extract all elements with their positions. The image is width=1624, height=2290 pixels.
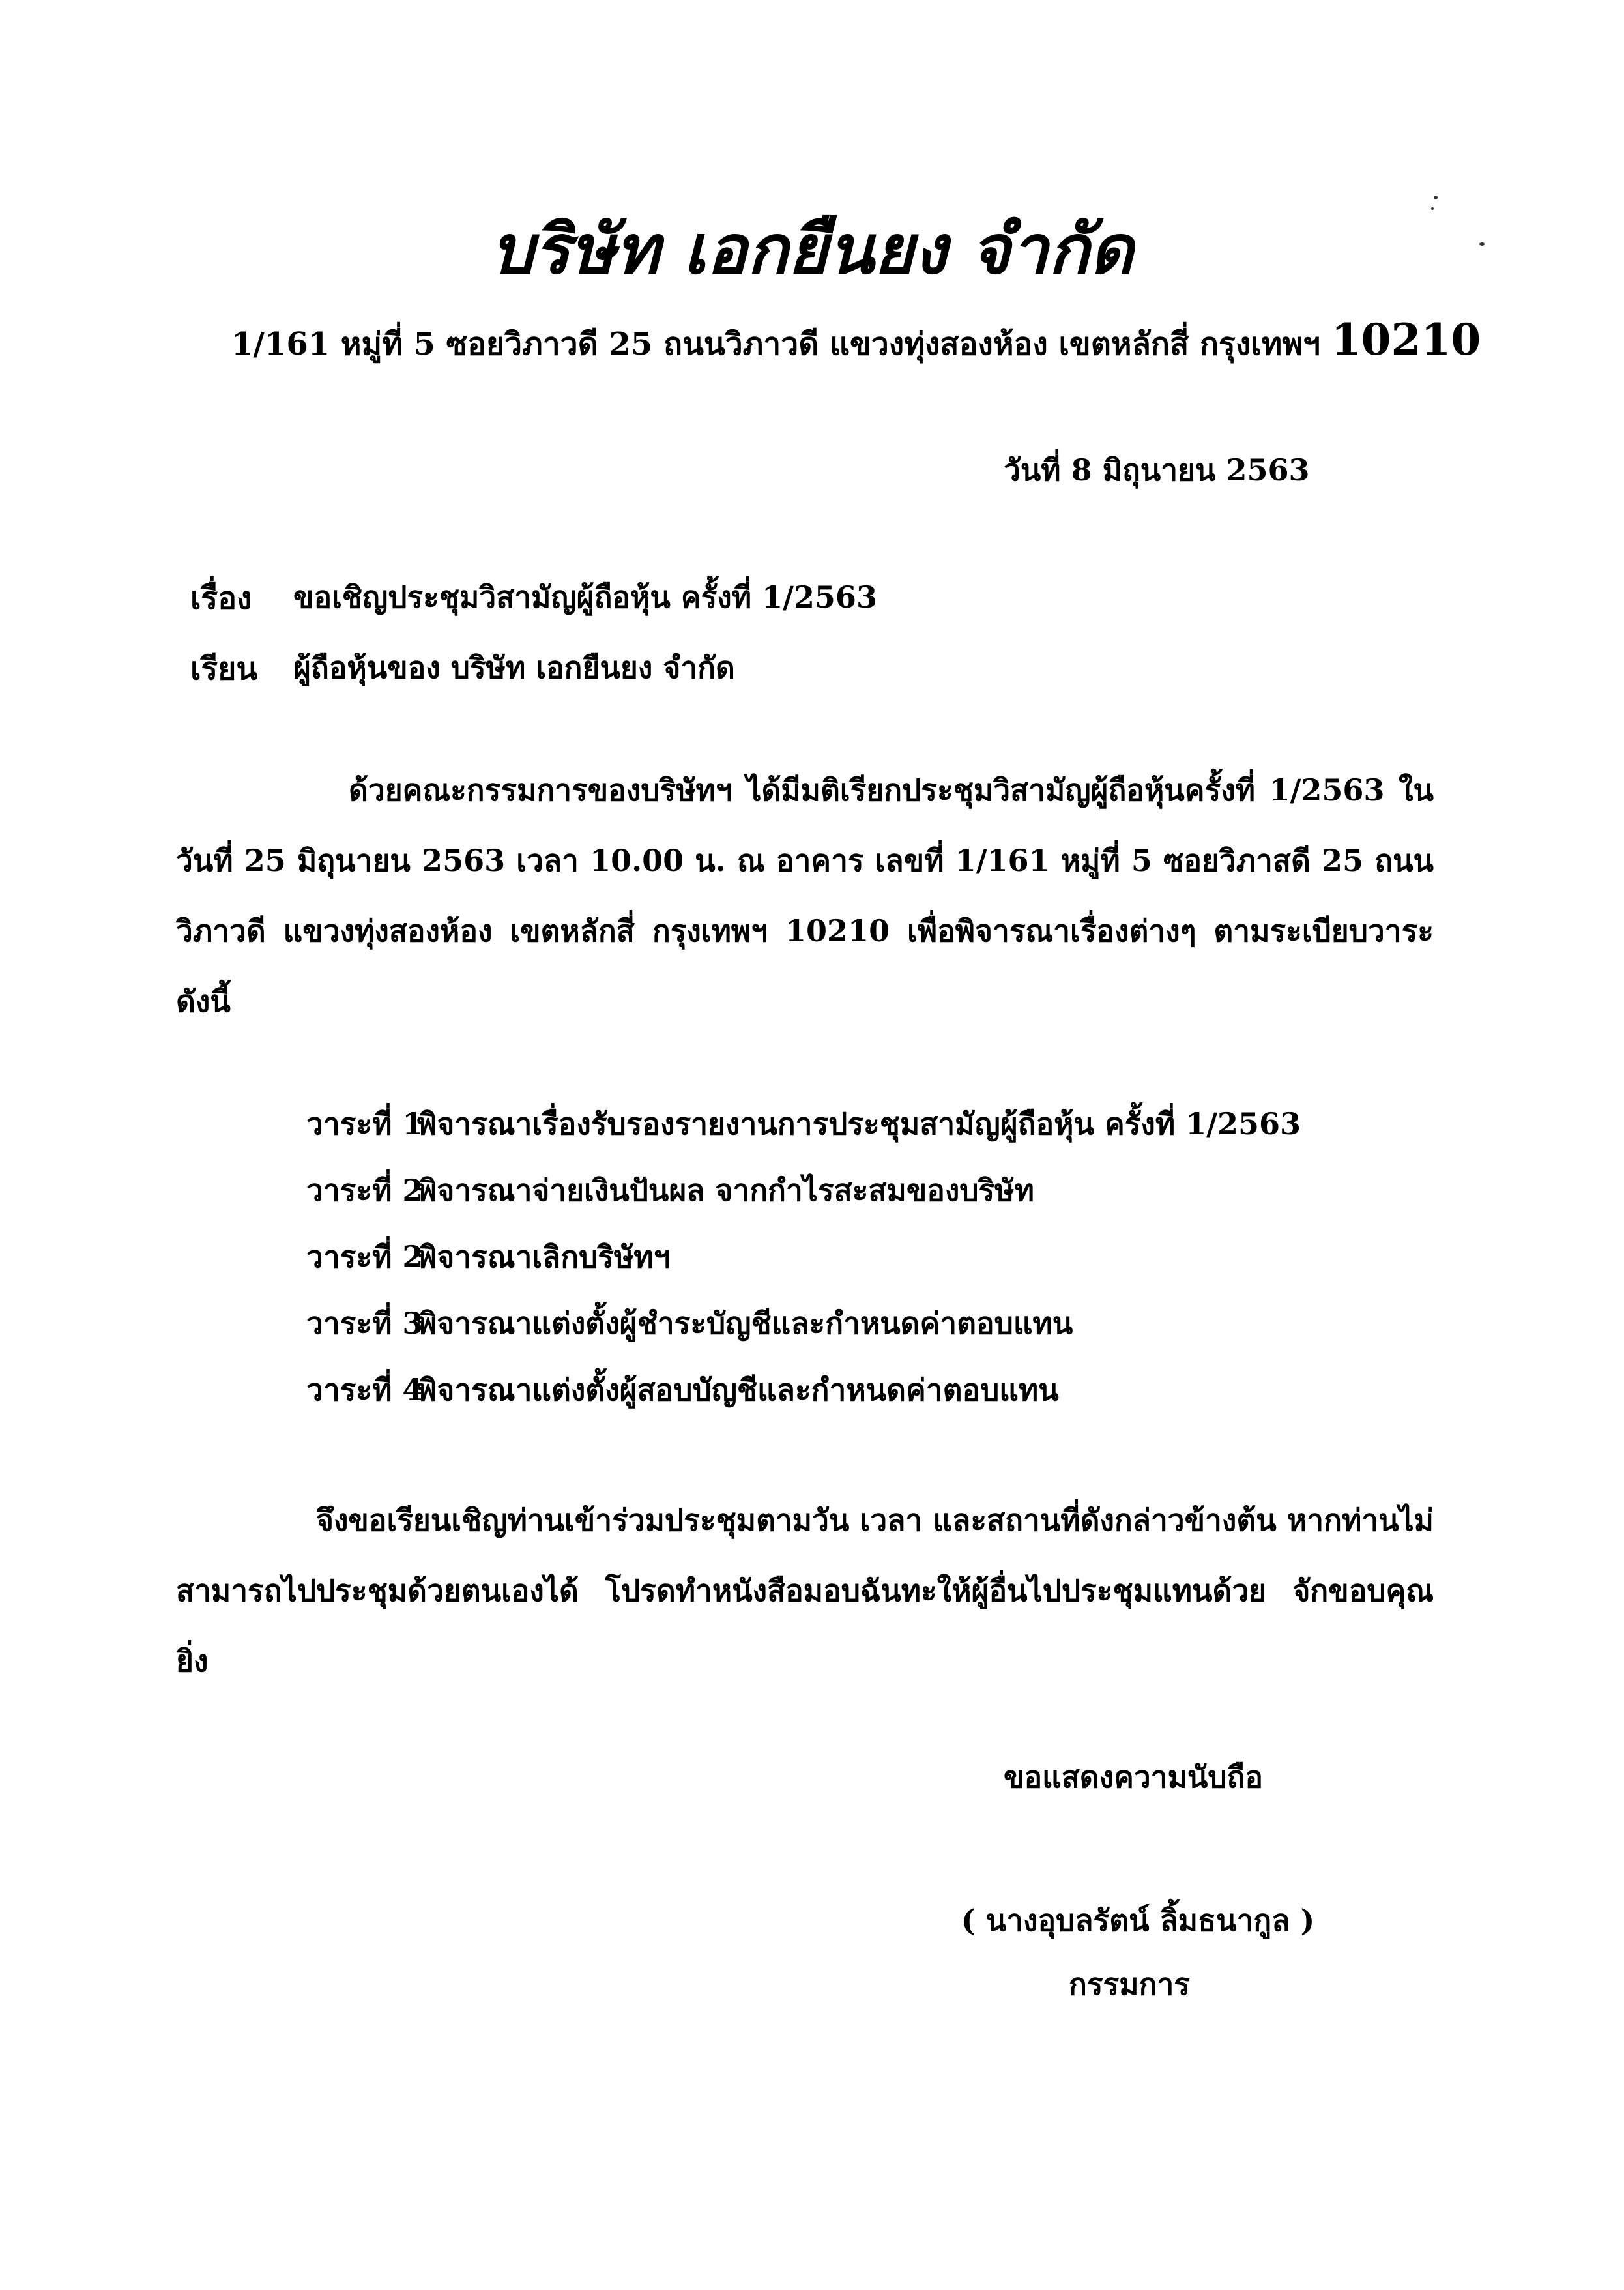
- addressee-text: ผู้ถือหุ้นของ บริษัท เอกยืนยง จำกัด: [293, 650, 735, 685]
- signer-title: กรรมการ: [1069, 1967, 1190, 2002]
- agenda-item: [306, 1366, 1059, 1414]
- agenda-text: พิจารณาแต่งตั้งผู้สอบบัญชีและกำหนดค่าตอบแทน: [417, 1372, 1059, 1407]
- agenda-number: วาระที่ 3: [306, 1306, 424, 1341]
- agenda-number: วาระที่ 4: [306, 1372, 424, 1407]
- agenda-number: วาระที่ 1: [306, 1106, 424, 1141]
- agenda-item: [306, 1233, 670, 1281]
- scan-speck: [1431, 207, 1434, 210]
- closing-salutation: ขอแสดงความนับถือ: [1004, 1759, 1264, 1795]
- scan-speck: [1479, 242, 1485, 246]
- agenda-item: [306, 1167, 1034, 1214]
- address-text: 1/161 หมู่ที่ 5 ซอยวิภาวดี 25 ถนนวิภาวดี แขวงทุ่งสองห้อง เขตหลักสี่ กรุงเทพฯ: [231, 326, 1320, 362]
- company-address: [231, 314, 1481, 369]
- agenda-item: [306, 1100, 1301, 1148]
- agenda-text: พิจารณาเลิกบริษัทฯ: [417, 1239, 671, 1274]
- agenda-number: วาระที่ 2: [306, 1173, 424, 1208]
- addressee-label: เรียน: [190, 651, 258, 687]
- agenda-item: [306, 1300, 1073, 1347]
- body-paragraph-2: จึงขอเรียนเชิญท่านเข้าร่วมประชุมตามวัน เวลา และสถานที่ดังกล่าวข้างต้น หากท่านไม่สามารถไปประชุมด้วยตนเองได้ โปรดทำหนังสือมอบฉันทะให้ผู้อื่นไปประชุมแทนด้วย จักขอบคุณยิ่ง: [176, 1503, 1434, 1679]
- subject-text: ขอเชิญประชุมวิสามัญผู้ถือหุ้น ครั้งที่ 1/2563: [293, 580, 877, 615]
- agenda-text: พิจารณาเรื่องรับรองรายงานการประชุมสามัญผู้ถือหุ้น ครั้งที่ 1/2563: [417, 1106, 1301, 1141]
- letter-date: วันที่ 8 มิถุนายน 2563: [1004, 452, 1310, 488]
- signer-name: ( นางอุบลรัตน์ ลิ้มธนากูล ): [961, 1903, 1315, 1938]
- postal-code: 10210: [1331, 314, 1481, 365]
- company-name: บริษัท เอกยืนยง จำกัด: [491, 210, 1133, 289]
- scan-speck: [1434, 196, 1438, 199]
- agenda-text: พิจารณาแต่งตั้งผู้ชำระบัญชีและกำหนดค่าตอบแทน: [417, 1306, 1073, 1341]
- agenda-text: พิจารณาจ่ายเงินปันผล จากกำไรสะสมของบริษัท: [417, 1173, 1034, 1208]
- subject-label: เรื่อง: [190, 580, 252, 617]
- body-paragraph-1: ด้วยคณะกรรมการของบริษัทฯ ได้มีมติเรียกประชุมวิสามัญผู้ถือหุ้นครั้งที่ 1/2563 ในวันที่ 25 มิถุนายน 2563 เวลา 10.00 น. ณ อาคาร เลขที่ 1/161 หมู่ที่ 5 ซอยวิภาสดี 25 ถนนวิภาวดี แขวงทุ่งสองห้อง เขตหลักสี่ กรุงเทพฯ 10210 เพื่อพิจารณาเรื่องต่างๆ ตามระเบียบวาระดังนี้: [176, 772, 1434, 1019]
- agenda-number: วาระที่ 2: [306, 1239, 424, 1274]
